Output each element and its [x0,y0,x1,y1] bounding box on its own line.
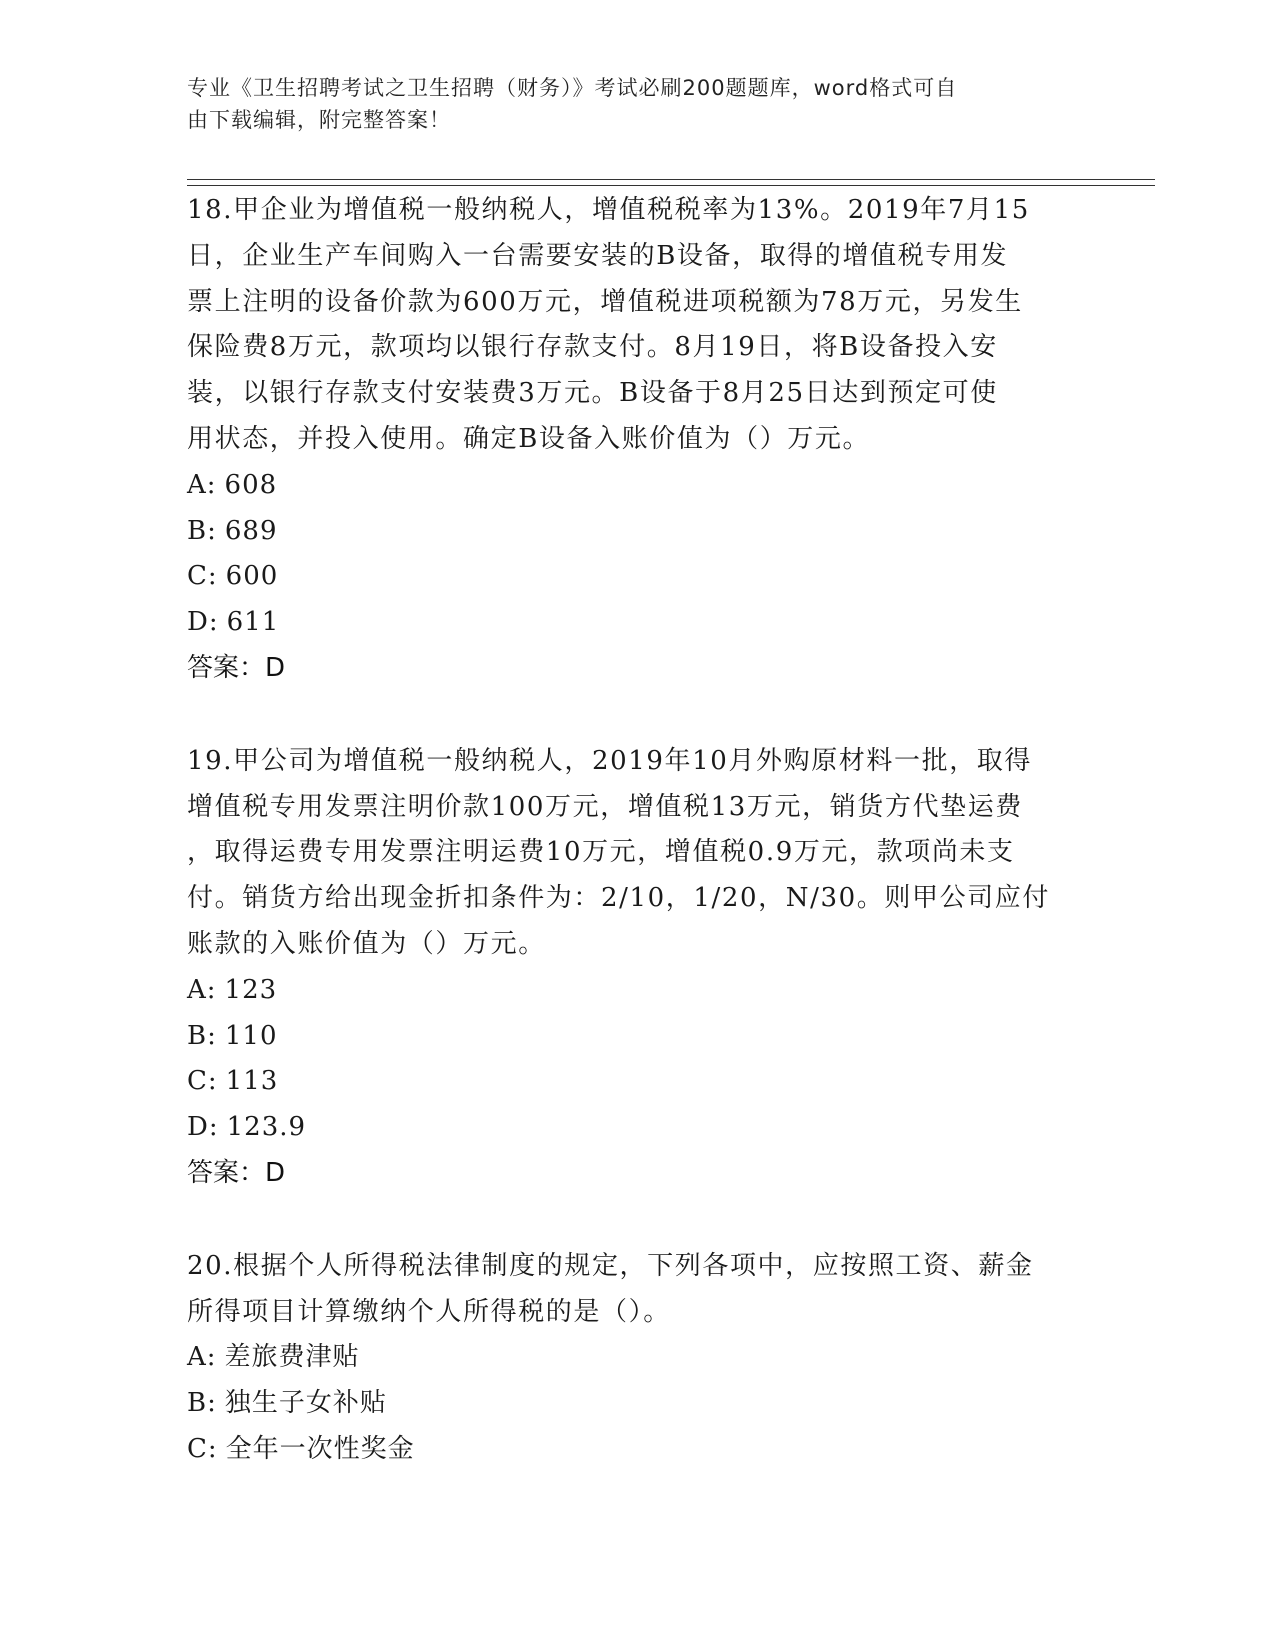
question-20-stem-line: 20.根据个人所得税法律制度的规定，下列各项中，应按照工资、薪金 [187,1250,1034,1281]
option-text: 110 [224,1020,278,1051]
option-text: 全年一次性奖金 [225,1433,415,1464]
question-19 [187,739,1087,1197]
header-rule-bottom [187,185,1155,186]
option-letter: C: [187,1433,218,1464]
question-19-option-d [187,1105,1087,1151]
question-19-stem-line: 19.甲公司为增值税一般纳税人，2019年10月外购原材料一批，取得 [187,745,1033,776]
question-18-stem-line: 装，以银行存款支付安装费3万元。B设备于8月25日达到预定可使 [187,378,998,409]
question-19-answer: 答案：D [187,1157,286,1188]
question-18-option-a [187,463,1087,509]
question-19-stem-line: ，取得运费专用发票注明运费10万元，增值税0.9万元，款项尚未支 [187,837,1015,868]
question-spacer [187,692,1087,739]
question-18-answer: 答案：D [187,652,286,683]
header-line-2: 由下载编辑，附完整答案！ [187,108,451,132]
option-text: 差旅费津贴 [224,1342,360,1373]
question-18-option-c [187,554,1087,600]
option-letter: A: [187,1342,217,1373]
option-letter: A: [187,469,217,500]
question-18-option-d [187,600,1087,646]
question-20-option-b [187,1381,1087,1427]
option-letter: C: [187,561,218,592]
question-19-option-a [187,968,1087,1014]
question-19-option-b [187,1014,1087,1060]
option-text: 600 [225,561,279,592]
option-letter: B: [187,1388,217,1419]
question-19-stem-line: 付。销货方给出现金折扣条件为：2/10，1/20，N/30。则甲公司应付 [187,883,1050,914]
option-text: 123.9 [226,1112,307,1143]
option-text: 123 [224,974,278,1005]
question-18-stem-line: 用状态，并投入使用。确定B设备入账价值为（）万元。 [187,423,871,454]
question-19-stem-line: 增值税专用发票注明价款100万元，增值税13万元，销货方代垫运费 [187,791,1023,822]
header-line-1: 专业《卫生招聘考试之卫生招聘（财务）》考试必刷200题题库，word格式可自 [187,76,958,100]
question-list [187,188,1087,1473]
question-20-option-a [187,1335,1087,1381]
option-letter: C: [187,1066,218,1097]
header-rule-top [187,179,1155,180]
option-letter: D: [187,607,219,638]
document-header [187,72,1067,136]
question-19-option-c [187,1059,1087,1105]
question-20 [187,1244,1087,1473]
option-letter: D: [187,1112,219,1143]
question-18-stem-line: 日，企业生产车间购入一台需要安装的B设备，取得的增值税专用发 [187,240,1009,271]
question-18-stem-line: 保险费8万元，款项均以银行存款支付。8月19日，将B设备投入安 [187,332,998,363]
option-letter: B: [187,515,217,546]
option-text: 611 [226,607,280,638]
option-text: 608 [224,469,278,500]
question-18-stem-line: 票上注明的设备价款为600万元，增值税进项税额为78万元，另发生 [187,286,1023,317]
option-letter: A: [187,974,217,1005]
option-text: 689 [224,515,278,546]
question-18 [187,188,1087,692]
question-18-stem-line: 18.甲企业为增值税一般纳税人，增值税税率为13%。2019年7月15 [187,195,1030,225]
question-20-stem-line: 所得项目计算缴纳个人所得税的是（）。 [187,1296,671,1327]
question-19-stem-line: 账款的入账价值为（）万元。 [187,928,546,959]
question-spacer [187,1197,1087,1244]
option-letter: B: [187,1020,217,1051]
option-text: 独生子女补贴 [224,1388,387,1419]
option-text: 113 [225,1066,279,1097]
question-20-option-c [187,1427,1087,1473]
question-18-option-b [187,509,1087,555]
